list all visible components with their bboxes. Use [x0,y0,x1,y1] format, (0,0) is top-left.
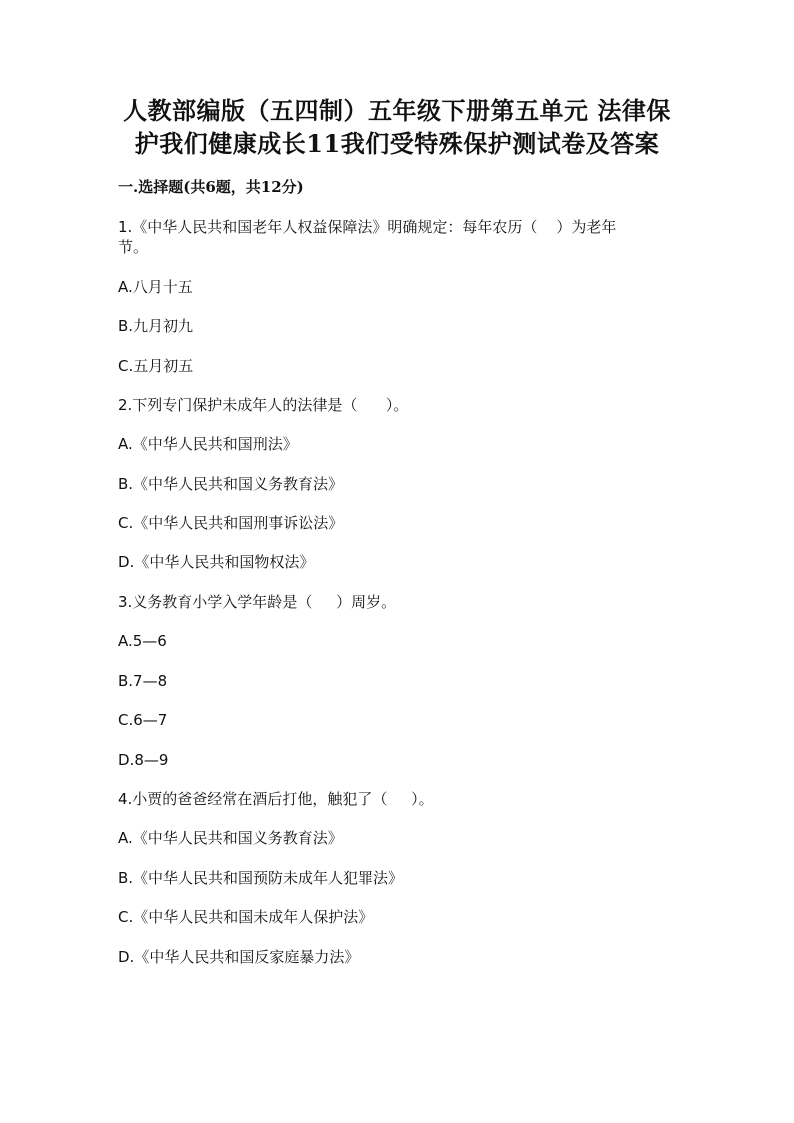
question-4-option-d: D.《中华人民共和国反家庭暴力法》 [118,948,360,966]
question-4-stem: 4.小贾的爸爸经常在酒后打他，触犯了（ ）。 [118,790,434,808]
question-3-option-d: D.8—9 [118,751,169,769]
question-4-option-c: C.《中华人民共和国未成年人保护法》 [118,908,374,926]
question-3-stem: 3.义务教育小学入学年龄是（ ）周岁。 [118,593,397,611]
question-1-stem: 1.《中华人民共和国老年人权益保障法》明确规定：每年农历（ ）为老年 [118,218,617,236]
section-heading: 一.选择题(共6题，共12分) [118,178,304,196]
question-2-option-b: B.《中华人民共和国义务教育法》 [118,475,344,493]
question-2-stem: 2.下列专门保护未成年人的法律是（ ）。 [118,396,409,414]
question-1-stem-continued: 节。 [118,238,149,256]
document-title-line-1: 人教部编版（五四制）五年级下册第五单元 法律保 [123,96,671,125]
question-2-option-d: D.《中华人民共和国物权法》 [118,553,315,571]
question-4-option-b: B.《中华人民共和国预防未成年人犯罪法》 [118,869,404,887]
question-1-option-a: A.八月十五 [118,278,193,296]
document-title-line-2: 护我们健康成长11我们受特殊保护测试卷及答案 [134,129,660,158]
question-3-option-a: A.5—6 [118,632,167,650]
question-2-option-a: A.《中华人民共和国刑法》 [118,435,298,453]
question-4-option-a: A.《中华人民共和国义务教育法》 [118,829,343,847]
question-2-option-c: C.《中华人民共和国刑事诉讼法》 [118,514,344,532]
question-3-option-c: C.6—7 [118,711,168,729]
question-1-option-c: C.五月初五 [118,357,194,375]
question-1-option-b: B.九月初九 [118,317,194,335]
question-3-option-b: B.7—8 [118,672,168,690]
